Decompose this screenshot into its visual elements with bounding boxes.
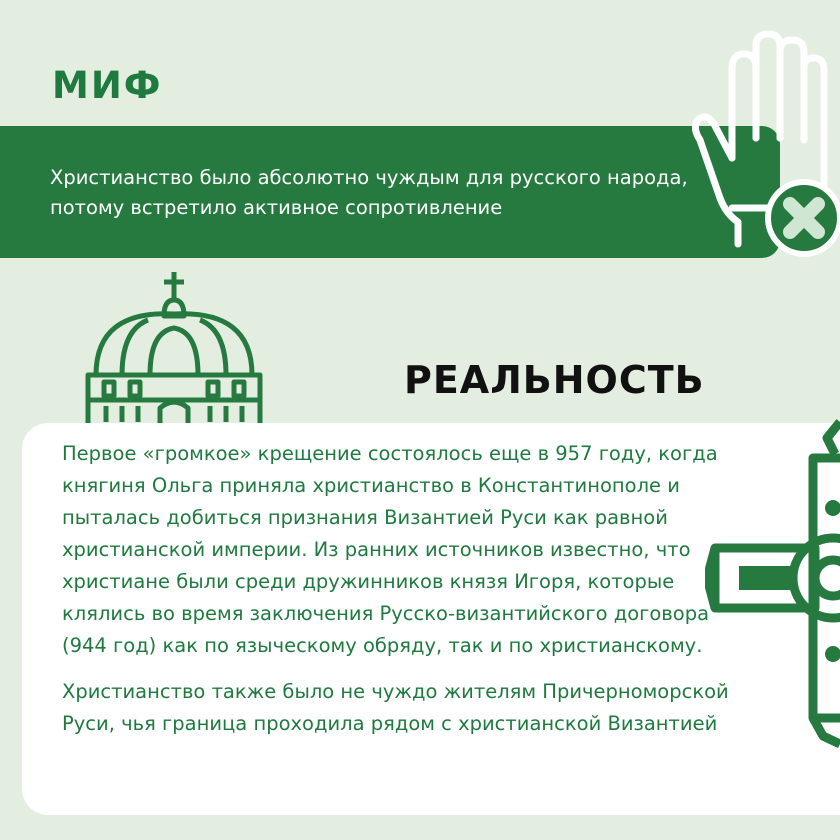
raised-hand-icon [692,28,840,258]
domed-church-icon [82,270,267,435]
myth-title: МИФ [52,64,163,107]
orthodox-cross-icon [705,418,840,748]
reality-title: РЕАЛЬНОСТЬ [404,358,705,402]
reality-paragraph-2: Христианство также было не чуждо жителям Причерноморской Руси, чья граница проходила рядом с христианской Византией [62,680,729,735]
reality-paragraph-1: Первое «громкое» крещение состоялось еще в 957 году, когда княгиня Ольга приняла христианство в Константинополе и пыталась добиться признания Византией Руси как равной христианской империи. Из ранних источников известно, что христиане были среди дружинников князя Игоря, которые клялись во время заключения Русско-византийского договора (944 год) как по языческому обряду, так и по христианскому. [62,442,718,657]
myth-text: Христианство было абсолютно чуждым для русского народа, потому встретило активное сопротивление [50,166,688,219]
